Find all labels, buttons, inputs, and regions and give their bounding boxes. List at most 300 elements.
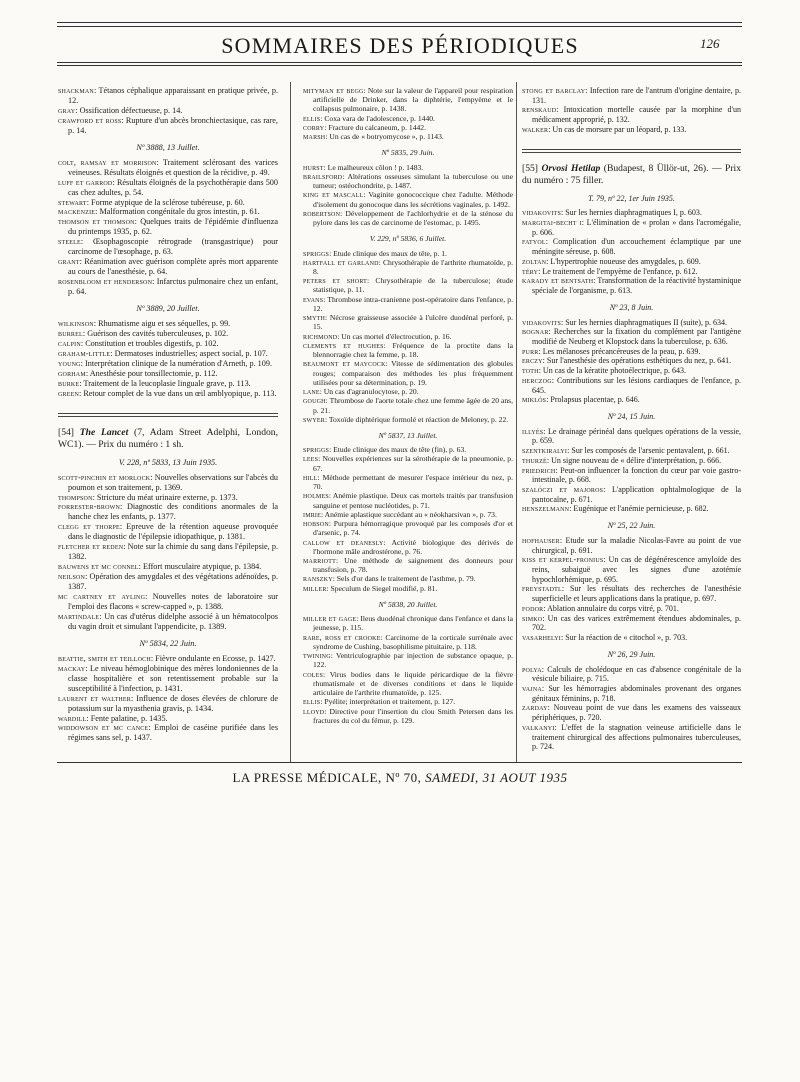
- citation-author: mackay: [58, 663, 86, 673]
- citation-author: clegg et thorpe: [58, 522, 120, 532]
- citation-author: bauwens et mc connel: [58, 562, 139, 572]
- citation-entry: [58, 319, 278, 329]
- citation-text: : Chrysothérapie de la tuberculose; étude statistique, p. 11.: [313, 276, 514, 295]
- citation-author: steele: [58, 237, 81, 247]
- citation-text: : Les mélanoses précancéreuses de la peau, p. 639.: [538, 346, 701, 356]
- citation-entry: [303, 123, 513, 132]
- citation-author: martindale: [58, 611, 100, 621]
- citation-author: crawford et ross: [58, 115, 122, 125]
- page-number: 126: [700, 36, 720, 51]
- column-divider: [516, 82, 517, 762]
- citation-entry: [58, 257, 278, 277]
- citation-text: : Note sur la valeur de l'appareil pour respiration artificielle de Drinker, dans la diphtérie, l'empyème et le collapsus pulmonaire, p. 1438.: [313, 86, 513, 114]
- citation-entry: [303, 574, 513, 583]
- journal-heading: [522, 163, 741, 187]
- citation-entry: [522, 504, 741, 514]
- issue-heading: T. 79, nº 22, 1er Juin 1935.: [588, 193, 675, 203]
- citation-text: : Epreuve de la rétention aqueuse provoquée dans le diagnostic de l'épilepsie idiopathique, p. 1381.: [68, 522, 278, 542]
- citation-text: : Etude sur la maladie Nicolas-Favre au point de vue chirurgical, p. 691.: [532, 535, 741, 555]
- citation-author: callow et deanesly: [303, 537, 384, 547]
- citation-author: shackman: [58, 86, 94, 95]
- citation-entry: [58, 106, 278, 116]
- citation-text: : L'application ophtalmologique de la pantocaïne, p. 671.: [532, 485, 741, 504]
- citation-entry: [303, 209, 513, 227]
- page-title: SOMMAIRES DES PÉRIODIQUES: [221, 33, 579, 58]
- journal-number: [54]: [58, 426, 74, 438]
- citation-text: : Le malheureux côlon ! p. 1483.: [323, 162, 424, 172]
- citation-author: coles: [303, 669, 324, 679]
- citation-text: : Un cas de la kératite photoélectrique, p. 643.: [538, 366, 686, 376]
- header-rule-bottom-2: [57, 65, 742, 66]
- citation-text: : Infection rare de l'antrum d'origine dentaire, p. 131.: [532, 86, 742, 105]
- citation-text: : Fièvre ondulante en Ecosse, p. 1427.: [150, 653, 276, 663]
- citation-author: vidakovits: [522, 317, 561, 327]
- citation-entry: [522, 604, 741, 614]
- citation-text: : Complication d'un accouchement éclamptique par une méningite séreuse, p. 608.: [532, 237, 741, 257]
- citation-author: henszelmann: [522, 504, 570, 514]
- citation-author: hartfall et garland: [303, 257, 379, 267]
- citation-text: : Recherches sur la fixation du complément par l'antigène modifié de Neuberg et Klopstock dans la tuberculose, p. 636.: [532, 327, 741, 346]
- citation-text: : Ablation annulaire du corps vitré, p. 701.: [543, 603, 679, 613]
- citation-author: valkanyi: [522, 722, 555, 732]
- citation-text: : Le traitement de l'empyème de l'enfance, p. 612.: [538, 266, 698, 276]
- footer-rule: [57, 762, 742, 763]
- citation-author: mackenzie: [58, 207, 96, 217]
- citation-author: margitai-becht i: [522, 218, 582, 228]
- citation-author: ranszky: [303, 574, 333, 584]
- issue-heading: Nº 5834, 22 Juin.: [139, 638, 197, 648]
- citation-author: walker: [522, 124, 549, 134]
- citation-author: mc cartney et ayling: [58, 592, 146, 602]
- citation-author: thurzé: [522, 455, 547, 465]
- citation-author: simko: [522, 613, 543, 623]
- citation-author: ellis: [303, 113, 321, 123]
- citation-entry: [522, 614, 741, 633]
- citation-author: scott-pinchin et morlock: [58, 472, 151, 482]
- citation-entry: [522, 267, 741, 277]
- section-rule: [58, 413, 278, 417]
- citation-entry: [303, 396, 513, 414]
- citation-text: : Note sur la chimie du sang dans l'épilepsie, p. 1382.: [68, 542, 278, 562]
- issue-heading: Nº 23, 8 Juin.: [609, 302, 654, 312]
- citation-text: : Fracture du calcaneum, p. 1442.: [324, 122, 426, 132]
- citation-author: wardill: [58, 713, 87, 723]
- citation-author: fatyol: [522, 237, 546, 247]
- citation-author: corry: [303, 122, 325, 132]
- citation-text: : Effort musculaire atypique, p. 1384.: [138, 562, 262, 572]
- citation-text: : Ventriculographie par injection de substance opaque, p. 122.: [313, 651, 513, 670]
- column-middle: [303, 86, 513, 725]
- citation-text: : Stricture du méat urinaire externe, p. 1373.: [92, 492, 238, 502]
- citation-entry: [58, 86, 278, 106]
- citation-entry: [303, 359, 513, 387]
- citation-text: : Nécrose graisseuse associée à l'ulcère duodénal perforé, p. 15.: [313, 313, 513, 332]
- citation-entry: [522, 208, 741, 218]
- citation-author: brailsford: [303, 171, 343, 181]
- citation-entry: [303, 258, 513, 276]
- citation-entry: [58, 654, 278, 664]
- citation-text: : Intoxication mortelle causée par la morphine d'un médicament approprié, p. 132.: [532, 105, 741, 125]
- citation-entry: [522, 466, 741, 485]
- citation-author: grant: [58, 257, 80, 267]
- citation-text: : Carcinome de la corticale surrénale avec syndrome de Cushing, basophilisme pituitaire, p. 118.: [313, 632, 513, 651]
- citation-text: : Toxoïde diphtérique formolé et réaction de Meloney, p. 22.: [325, 414, 509, 424]
- citation-author: gorham: [58, 368, 86, 378]
- citation-text: : Traitement sclérosant des varices veineuses. Résultats éloignés et question de la récidive, p. 49.: [68, 157, 278, 177]
- citation-entry: [58, 359, 278, 369]
- citation-entry: [522, 237, 741, 256]
- citation-author: lees: [303, 454, 319, 464]
- citation-author: calpin: [58, 338, 81, 348]
- citation-entry: [58, 714, 278, 724]
- citation-entry: [303, 491, 513, 509]
- citation-entry: [522, 356, 741, 366]
- citation-author: marsh: [303, 132, 326, 142]
- citation-entry: [58, 542, 278, 562]
- citation-entry: [58, 158, 278, 178]
- citation-text: : Retour complet de la vue dans un œil amblyopique, p. 113.: [79, 388, 277, 398]
- citation-author: burrel: [58, 328, 83, 338]
- citation-author: holmes: [303, 491, 329, 501]
- issue-heading: Nº 25, 22 Juin.: [607, 521, 656, 531]
- citation-author: hill: [303, 472, 318, 482]
- citation-author: richmond: [303, 331, 338, 341]
- citation-text: : Calculs de cholédoque en cas d'absence congénitale de la vésicule biliaire, p. 715.: [532, 664, 741, 684]
- citation-author: zarday: [522, 703, 548, 713]
- citation-text: : Activité biologique des dérivés de l'hormone mâle androstérone, p. 76.: [313, 537, 514, 556]
- citation-text: : Coxa vara de l'adolescence, p. 1440.: [320, 113, 435, 123]
- citation-entry: [522, 633, 741, 643]
- citation-entry: [522, 347, 741, 357]
- citation-entry: [303, 633, 513, 651]
- citation-text: : Pyélite; interprétation et traitement, p. 127.: [320, 697, 456, 707]
- citation-text: : Sur les résultats des recherches de l'anesthésie superficielle et leurs applications dans la pratique, p. 697.: [532, 584, 741, 604]
- citation-entry: [303, 445, 513, 454]
- citation-text: : Constitution et troubles digestifs, p. 102.: [80, 338, 219, 348]
- citation-text: : Influence de doses élevées de chlorure de potassium sur la myasthenia gravis, p. 1434.: [68, 693, 278, 713]
- citation-entry: [303, 614, 513, 632]
- citation-author: wilkinson: [58, 319, 94, 329]
- citation-text: : Fréquence de la proctite dans la blennorragie chez la femme, p. 18.: [313, 340, 513, 360]
- journal-details: (7, Adam Street Adelphi, London, WC1). — Prix du numéro : 1 sh.: [58, 426, 278, 450]
- citation-text: : Ossification défectueuse, p. 14.: [75, 105, 183, 115]
- citation-text: : Fente palatine, p. 1435.: [86, 713, 168, 723]
- citation-author: karady et bentsath: [522, 276, 594, 286]
- column-left: [58, 86, 278, 743]
- citation-entry: [522, 376, 741, 395]
- citation-author: laurent et walther: [58, 693, 131, 703]
- citation-author: zoltan: [522, 256, 547, 266]
- citation-entry: [303, 163, 513, 172]
- header-rule-top-2: [57, 26, 742, 27]
- citation-author: imrie: [303, 509, 321, 519]
- citation-text: : Malformation congénitale du gros intestin, p. 61.: [95, 207, 260, 217]
- citation-entry: [522, 584, 741, 603]
- citation-text: : Guérison des cavités tuberculeuses, p. 102.: [82, 328, 229, 338]
- citation-entry: [522, 456, 741, 466]
- citation-entry: [522, 86, 741, 105]
- citation-entry: [522, 257, 741, 267]
- citation-text: : Un cas des varices extrêmement étendues abdominales, p. 702.: [532, 613, 741, 633]
- citation-entry: [58, 493, 278, 503]
- citation-entry: [522, 395, 741, 405]
- citation-entry: [58, 562, 278, 572]
- citation-text: : Sur les hernies diaphragmatiques I, p. 603.: [561, 208, 702, 218]
- issue-heading: Nº 26, 29 Juin.: [607, 649, 656, 659]
- citation-entry: [58, 473, 278, 493]
- citation-entry: [303, 276, 513, 294]
- citation-author: king et mascall: [303, 190, 364, 200]
- citation-author: green: [58, 388, 79, 398]
- citation-text: : Etude clinique des maux de tête, p. 1.: [329, 248, 447, 258]
- citation-text: : Un cas d'utérus didelphe associé à un hématocolpos du vagin droit et simulant l'appendicite, p. 1389.: [68, 611, 278, 631]
- issue-heading: V. 228, nº 5833, 13 Juin 1935.: [118, 457, 218, 467]
- citation-entry: [522, 723, 741, 752]
- citation-text: : Sur l'anesthésie des opérations esthétiques du nez, p. 641.: [542, 356, 732, 366]
- citation-author: renskaud: [522, 105, 557, 115]
- citation-text: : Diagnostic des conditions anormales de la hanche chez les enfants, p. 1377.: [68, 502, 278, 522]
- citation-entry: [58, 237, 278, 257]
- citation-text: : Rhumatisme aigu et ses séquelles, p. 99.: [93, 319, 231, 329]
- citation-entry: [58, 694, 278, 714]
- citation-text: : Prolapsus placentae, p. 646.: [546, 395, 640, 405]
- citation-author: freystadtl: [522, 584, 562, 594]
- citation-text: : Vitesse de sédimentation des globules rouges; comparaison des méthodes les plus fréquemment utilisées pour sa détermination, p. 19.: [313, 359, 513, 387]
- citation-entry: [58, 329, 278, 339]
- citation-author: smyth: [303, 313, 326, 323]
- citation-author: hofhauser: [522, 535, 560, 545]
- citation-author: miller et gage: [303, 614, 357, 624]
- citation-entry: [303, 332, 513, 341]
- citation-entry: [522, 555, 741, 584]
- citation-author: ellis: [303, 697, 321, 707]
- citation-author: toth: [522, 366, 539, 376]
- citation-text: : L'hypertrophie noueuse des amygdales, p. 609.: [546, 256, 701, 266]
- citation-text: : Dermatoses industrielles; aspect social, p. 107.: [110, 348, 268, 358]
- citation-author: mityman et begg: [303, 86, 364, 95]
- citation-author: rare, ross et crooke: [303, 632, 381, 642]
- citation-author: friedrich: [522, 465, 556, 475]
- citation-text: : Eugénique et l'anémie pernicieuse, p. 682.: [569, 504, 709, 514]
- citation-entry: [303, 454, 513, 472]
- citation-author: miklós: [522, 395, 547, 405]
- citation-entry: [58, 723, 278, 743]
- citation-author: evans: [303, 294, 324, 304]
- citation-entry: [522, 427, 741, 446]
- citation-entry: [58, 379, 278, 389]
- citation-text: : Emploi de caséine purifiée dans les régimes sans sel, p. 1437.: [68, 723, 279, 743]
- citation-text: : Opération des amygdales et des végétations adénoïdes, p. 1387.: [68, 572, 278, 592]
- citation-author: gough: [303, 396, 326, 406]
- citation-text: : Rupture d'un abcès bronchiectasique, cas rare, p. 14.: [68, 115, 278, 135]
- footer: [0, 770, 800, 786]
- citation-author: szentkiralyi: [522, 446, 568, 456]
- citation-text: : Un cas d'agranulocytose, p. 20.: [319, 387, 419, 397]
- column-right: [522, 86, 741, 752]
- citation-entry: [303, 651, 513, 669]
- journal-details: (Budapest, 8 Üllör-ut, 26). — Prix du numéro : 75 filler.: [522, 162, 741, 186]
- citation-entry: [58, 572, 278, 592]
- citation-entry: [303, 114, 513, 123]
- citation-author: fodor: [522, 603, 544, 613]
- citation-entry: [303, 707, 513, 725]
- citation-entry: [58, 116, 278, 136]
- citation-text: : Altérations osseuses simulant la tuberculose ou une tumeur; ostéochondrite, p. 1487.: [313, 171, 513, 191]
- citation-author: thomson et thomson: [58, 217, 135, 227]
- citation-author: luff et garrod: [58, 177, 113, 187]
- citation-author: bognar: [522, 327, 549, 337]
- citation-text: : Anesthésie pour tonsillectomie, p. 112.: [85, 368, 218, 378]
- citation-entry: [58, 178, 278, 198]
- citation-text: : Sur la réaction de « citochol », p. 703.: [560, 633, 688, 643]
- citation-text: : Thrombose de l'aorte totale chez une femme âgée de 20 ans, p. 21.: [313, 396, 513, 415]
- citation-author: beaumont et maycock: [303, 359, 386, 369]
- citation-author: graham-little: [58, 348, 111, 358]
- citation-entry: [58, 339, 278, 349]
- citation-entry: [303, 172, 513, 190]
- citation-text: : Sels d'or dans le traitement de l'asthme, p. 79.: [332, 574, 476, 584]
- citation-author: forrester-brown: [58, 502, 121, 512]
- citation-text: : Infarctus pulmonaire chez un enfant, p. 64.: [68, 277, 278, 297]
- citation-text: : Un cas de « botryomycose », p. 1143.: [325, 132, 444, 142]
- citation-author: spriggs: [303, 248, 330, 258]
- citation-author: stewart: [58, 197, 87, 207]
- header-rule-top: [57, 22, 742, 23]
- issue-heading: Nº 24, 15 Juin.: [607, 411, 656, 421]
- citation-author: colt, ramsay et morrison: [58, 157, 157, 167]
- citation-entry: [303, 556, 513, 574]
- citation-author: robertson: [303, 208, 341, 218]
- citation-author: beattie, smith et teilloch: [58, 653, 151, 663]
- citation-author: herczog: [522, 375, 552, 385]
- issue-heading: Nº 3888, 13 Juillet.: [136, 142, 200, 152]
- citation-author: téry: [522, 266, 539, 276]
- citation-author: szalóczi et majoros: [522, 485, 604, 494]
- citation-entry: [522, 703, 741, 722]
- citation-text: : Œsophagoscopie rétrograde (transgastrique) pour carcinome de l'œsophage, p. 63.: [68, 237, 278, 257]
- citation-author: spriggs: [303, 445, 330, 455]
- citation-text: : L'élimination de « prolan » dans l'acromégalie, p. 606.: [532, 218, 742, 237]
- citation-entry: [303, 86, 513, 114]
- citation-entry: [303, 132, 513, 141]
- citation-entry: [58, 389, 278, 399]
- citation-entry: [522, 665, 741, 684]
- citation-author: peters et short: [303, 276, 368, 286]
- citation-entry: [522, 105, 741, 124]
- citation-author: kiss et kerpel-fronius: [522, 555, 604, 565]
- citation-entry: [522, 218, 741, 237]
- footer-date: 31 AOUT 1935: [482, 770, 568, 785]
- citation-author: vasarhelyi: [522, 633, 561, 643]
- citation-text: : Nouvelles expériences sur la sérothérapie de la pneumonie, p. 67.: [313, 454, 513, 473]
- citation-author: swyer: [303, 414, 325, 424]
- citation-author: erczy: [522, 356, 543, 366]
- citation-entry: [522, 125, 741, 135]
- citation-entry: [58, 349, 278, 359]
- citation-author: neilson: [58, 572, 86, 582]
- citation-entry: [522, 318, 741, 328]
- citation-author: gray: [58, 105, 76, 115]
- citation-text: : Un signe nouveau de « délire d'interprétation, p. 666.: [546, 455, 722, 465]
- citation-entry: [58, 612, 278, 632]
- citation-entry: [58, 592, 278, 612]
- citation-text: : Nouvelles notes de laboratoire sur l'emploi des flacons « screw-capped », p. 1388.: [68, 592, 278, 611]
- citation-entry: [58, 369, 278, 379]
- citation-entry: [58, 198, 278, 208]
- citation-text: : Le drainage périnéal dans quelques opérations de la vessie, p. 659.: [532, 426, 741, 446]
- citation-text: : Tétanos céphalique apparaissant en pratique privée, p. 12.: [68, 86, 278, 105]
- citation-author: hobson: [303, 519, 329, 529]
- citation-author: fletcher et reden: [58, 542, 124, 552]
- citation-text: : Contributions sur les lésions cardiaques de l'enfance, p. 645.: [532, 375, 741, 395]
- citation-author: illyés: [522, 426, 544, 436]
- citation-text: : Traitement de la leucoplasie linguale grave, p. 113.: [79, 378, 251, 388]
- citation-entry: [303, 313, 513, 331]
- citation-author: rosenbloom et henderson: [58, 277, 153, 287]
- citation-entry: [522, 485, 741, 504]
- citation-author: lloyd: [303, 706, 325, 716]
- footer-journal: LA PRESSE MÉDICALE,: [232, 770, 382, 785]
- citation-text: : Anémie plastique. Deux cas mortels traités par transfusion sanguine et pentose nucléotides, p. 71.: [313, 491, 513, 510]
- citation-text: : Un cas de morsure par un léopard, p. 133.: [548, 124, 687, 134]
- citation-author: hurst: [303, 162, 324, 172]
- citation-text: : Vaginite gonococcique chez l'adulte. Méthode d'isolement du gonocoque dans les sécrétions vaginales, p. 1492.: [313, 190, 514, 209]
- citation-text: : Une méthode de saignement des donneurs pour transfusion, p. 78.: [313, 556, 513, 575]
- section-rule: [522, 149, 741, 153]
- citation-entry: [303, 415, 513, 424]
- citation-author: thompson: [58, 492, 93, 502]
- citation-author: vajna: [522, 683, 542, 693]
- citation-text: : Nouveau point de vue dans les examens des vaisseaux périphériques, p. 720.: [532, 703, 741, 723]
- citation-author: widdowson et mc cance: [58, 723, 149, 733]
- citation-text: : Sur les hernies diaphragmatiques II (suite), p. 634.: [561, 317, 727, 327]
- footer-day: SAMEDI,: [425, 770, 479, 785]
- citation-author: young: [58, 358, 81, 368]
- column-divider: [290, 82, 291, 762]
- citation-entry: [303, 697, 513, 706]
- citation-entry: [522, 276, 741, 295]
- citation-author: vidakovits: [522, 208, 561, 218]
- citation-text: : Nouvelles observations sur l'abcès du poumon et son traitement, p. 1369.: [68, 472, 279, 492]
- citation-text: : L'effet de la stagnation veineuse artificielle dans le traitement chirurgical des affections pulmonaires tuberculeuses, p. 724.: [532, 722, 741, 752]
- citation-text: : Purpura hémorragique provoqué par les composés d'or et d'arsenic, p. 74.: [313, 519, 513, 538]
- citation-author: lane: [303, 387, 320, 397]
- citation-author: clements et hughes: [303, 340, 384, 350]
- citation-text: : Le niveau hémoglobinique des mères londoniennes de la classe hospitalière et son retentissement probable sur la susceptibilité à l'infection, p. 1431.: [68, 663, 278, 693]
- issue-heading: Nº 5838, 20 Juillet.: [378, 599, 438, 609]
- issue-heading: Nº 3889, 20 Juillet.: [136, 304, 200, 314]
- citation-author: twining: [303, 651, 331, 661]
- citation-entry: [522, 684, 741, 703]
- citation-entry: [58, 664, 278, 694]
- citation-text: : Ileus duodénal chronique dans l'enfance et dans la jeunesse, p. 115.: [313, 614, 514, 633]
- footer-number: Nº 70,: [385, 770, 422, 785]
- citation-entry: [303, 519, 513, 537]
- citation-text: : Virus bodies dans le liquide péricardique de la fièvre rhumatismale et de diverses conditions et dans le liquide articulaire de l'arthrite rhumatoïde, p. 125.: [313, 669, 513, 698]
- citation-text: : Sur les composés de l'arsenic pentavalent, p. 661.: [567, 446, 730, 456]
- citation-author: stong et barclay: [522, 86, 586, 95]
- journal-heading: [58, 427, 278, 451]
- citation-entry: [303, 295, 513, 313]
- citation-entry: [58, 217, 278, 237]
- citation-author: burke: [58, 378, 80, 388]
- journal-number: [55]: [522, 162, 538, 174]
- citation-text: : Etude clinique des maux de tête (fin), p. 63.: [329, 445, 467, 455]
- citation-text: : Développement de l'achlorhydrie et de la sténose du pylore dans les cas de carcinome de l'estomac, p. 1495.: [313, 208, 513, 228]
- citation-entry: [303, 341, 513, 359]
- citation-entry: [303, 387, 513, 396]
- citation-entry: [58, 522, 278, 542]
